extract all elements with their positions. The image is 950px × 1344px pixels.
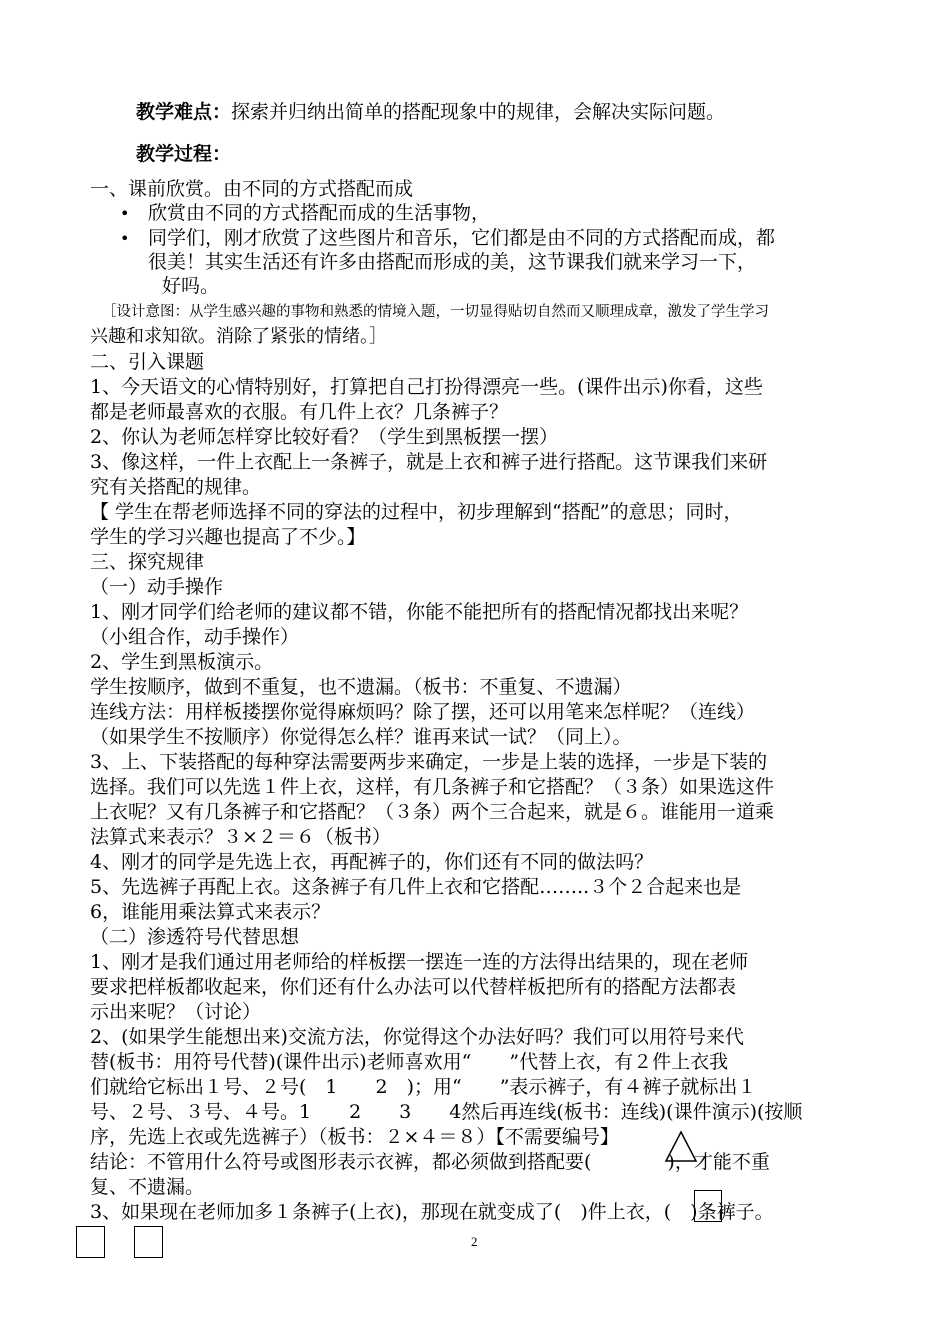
difficulty-line [136, 100, 725, 124]
bullet-icon: • [120, 204, 130, 223]
section1-bullet-2-end: 好吗。 [162, 275, 220, 297]
part2-line-8: 序，先选上衣或先选裤子）（板书：２×４＝８）【不需要编号】 [90, 1126, 619, 1148]
part1-line-4: 学生按顺序，做到不重复，也不遗漏。（板书：不重复、不遗漏） [90, 676, 632, 698]
process-heading: 教学过程： [136, 143, 232, 165]
part1-line-3: 2、学生到黑板演示。 [90, 651, 274, 673]
part2-line-5: 替(板书：用符号代替)(课件出示)老师喜欢用“ ”代替上衣，有２件上衣我 [90, 1051, 729, 1073]
section3-title: 三、探究规律 [90, 551, 205, 573]
part1-line-11: 4、刚才的同学是先选上衣，再配裤子的，你们还有不同的做法吗？ [90, 851, 654, 873]
section2-line-3: 2、你认为老师怎样穿比较好看？（学生到黑板摆一摆） [90, 426, 559, 448]
square-symbol-icon [694, 1190, 722, 1222]
part1-line-6: （如果学生不按顺序）你觉得怎么样？谁再来试一试？（同上）。 [90, 726, 632, 748]
design-note-line-2: 兴趣和求知欲。消除了紧张的情绪。］ [90, 326, 387, 347]
part2-line-7: 号、２号、３号、４号。1 2 3 4然后再连线(板书：连线)(课件演示)(按顺 [90, 1101, 803, 1123]
part1-line-10: 法算式来表示？３×２＝６（板书） [90, 826, 391, 848]
part1-title: （一）动手操作 [90, 576, 224, 598]
section2-line-2: 都是老师最喜欢的衣服。有几件上衣？几条裤子？ [90, 401, 509, 423]
part2-line-1: 1、刚才是我们通过用老师给的样板摆一摆连一连的方法得出结果的，现在老师 [90, 951, 749, 973]
bullet-icon: • [120, 229, 130, 248]
part1-line-9: 上衣呢？又有几条裤子和它搭配？（３条）两个三合起来，就是６。谁能用一道乘 [90, 801, 775, 823]
part2-line-2: 要求把样板都收起来，你们还有什么办法可以代替样板把所有的搭配方法都表 [90, 976, 737, 998]
part1-line-1: 1、刚才同学们给老师的建议都不错，你能不能把所有的搭配情况都找出来呢？ [90, 601, 749, 623]
section2-line-1: 1、今天语文的心情特别好，打算把自己打扮得漂亮一些。(课件出示)你看，这些 [90, 376, 763, 398]
part2-line-6: 们就给它标出１号、２号( 1 2 )；用“ ”表示裤子，有４裤子就标出１ [90, 1076, 757, 1098]
section1-bullet-2: 同学们，刚才欣赏了这些图片和音乐，它们都是由不同的方式搭配而成，都 [148, 227, 776, 249]
part2-line-3: 示出来呢？（讨论） [90, 1001, 262, 1023]
part1-line-2: （小组合作，动手操作） [90, 626, 300, 648]
triangle-symbol-icon [664, 1130, 698, 1164]
part2-line-4: 2、(如果学生能想出来)交流方法，你觉得这个办法好吗？我们可以用符号来代 [90, 1026, 744, 1048]
section1-title: 一、课前欣赏。由不同的方式搭配而成 [90, 178, 414, 200]
difficulty-label: 教学难点： [136, 101, 232, 123]
design-note-line-1: ［设计意图：从学生感兴趣的事物和熟悉的情境入题，一切显得贴切自然而又顺理成章，激发了学生学习 [102, 304, 769, 320]
part1-line-8: 选择。我们可以先选１件上衣，这样，有几条裤子和它搭配？（３条）如果选这件 [90, 776, 775, 798]
part2-title: （二）渗透符号代替思想 [90, 926, 300, 948]
square-symbol-icon [76, 1226, 105, 1258]
section2-line-5: 究有关搭配的规律。 [90, 476, 262, 498]
square-symbol-icon [134, 1226, 163, 1258]
section2-line-7: 学生的学习兴趣也提高了不少。】 [90, 526, 366, 548]
section1-bullet-1: 欣赏由不同的方式搭配而成的生活事物， [148, 202, 491, 224]
part2-line-9: 结论：不管用什么符号或图形表示衣裤，都必须做到搭配要( )，才能不重 [90, 1151, 770, 1173]
section2-line-4: 3、像这样，一件上衣配上一条裤子，就是上衣和裤子进行搭配。这节课我们来研 [90, 451, 768, 473]
section1-bullet-2-cont: 很美！其实生活还有许多由搭配而形成的美，这节课我们就来学习一下， [148, 251, 757, 273]
section2-title: 二、引入课题 [90, 351, 205, 373]
part1-line-12: 5、先选裤子再配上衣。这条裤子有几件上衣和它搭配……..３个２合起来也是 [90, 876, 742, 898]
part2-line-11: 3、如果现在老师加多１条裤子(上衣)，那现在就变成了( )件上衣，( )条裤子。 [90, 1201, 774, 1223]
part1-line-5: 连线方法：用样板搂摆你觉得麻烦吗？除了摆，还可以用笔来怎样呢？（连线） [90, 701, 756, 723]
section2-line-6: 【 学生在帮老师选择不同的穿法的过程中，初步理解到“搭配”的意思；同时， [90, 501, 743, 523]
difficulty-text: 探索并归纳出简单的搭配现象中的规律，会解决实际问题。 [231, 101, 726, 123]
part1-line-13: 6，谁能用乘法算式来表示？ [90, 901, 331, 923]
part2-line-10: 复、不遗漏。 [90, 1176, 205, 1198]
page-number: 2 [471, 1234, 478, 1249]
part1-line-7: 3、上、下装搭配的每种穿法需要两步来确定，一步是上装的选择，一步是下装的 [90, 751, 768, 773]
